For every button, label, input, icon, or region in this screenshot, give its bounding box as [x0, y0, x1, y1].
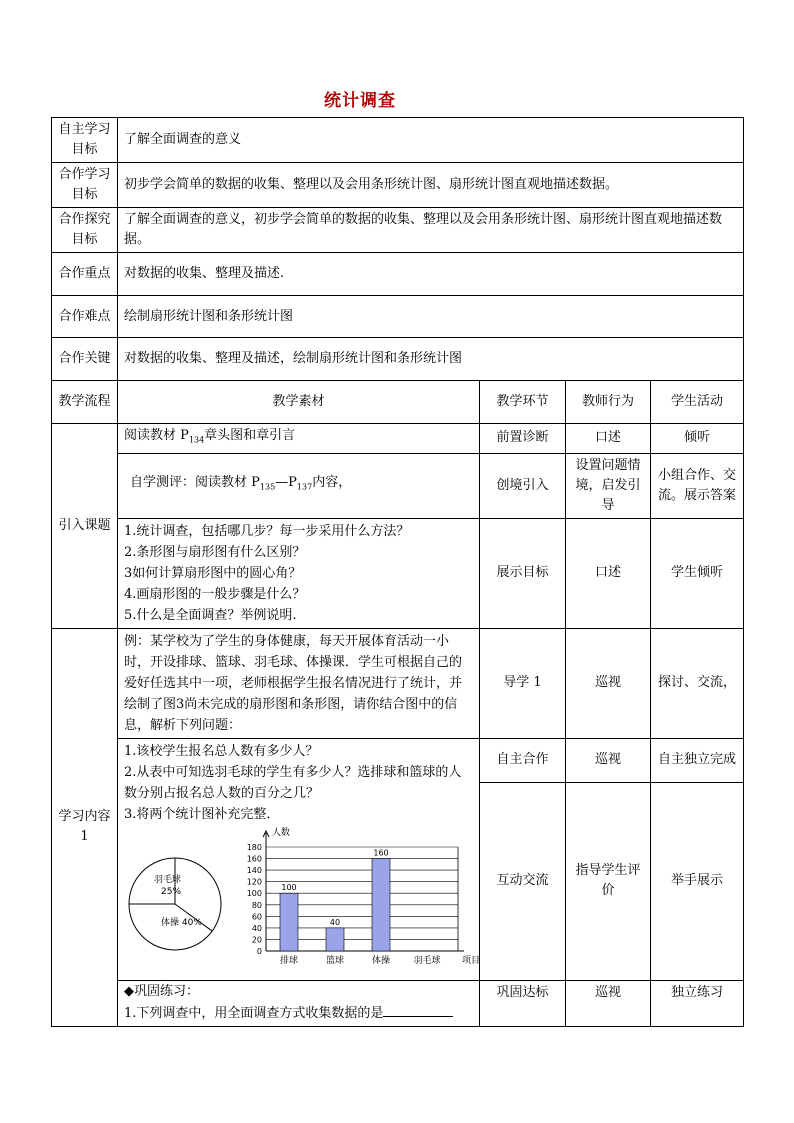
- intro-material-1: [118, 424, 480, 454]
- study-student-3: 举手展示: [651, 783, 744, 980]
- pie-value-badminton: 25%: [161, 886, 182, 897]
- x-axis-title: 项目: [462, 955, 480, 966]
- question-item: 4.画扇形图的一般步骤是什么？: [124, 586, 306, 602]
- intro-step-3: 展示目标: [480, 518, 566, 628]
- intro-material-2: [118, 453, 480, 518]
- question-item: 2.条形图与扇形图有什么区别？: [124, 544, 306, 560]
- question-item: 5.什么是全面调查？举例说明.: [124, 607, 297, 623]
- header-teacher: 教师行为: [566, 381, 651, 424]
- pie-label-gym: 体操 40%: [161, 917, 202, 928]
- study-student-2: 自主独立完成: [651, 738, 744, 783]
- row-difficulty: [52, 296, 744, 338]
- material-text: —P: [275, 475, 297, 491]
- y-tick-label: 40: [251, 923, 262, 933]
- bar-value-label: 100: [281, 882, 297, 892]
- y-tick-label: 180: [246, 842, 262, 852]
- intro-teacher-3: 口述: [566, 518, 651, 628]
- header-student: 学生活动: [651, 381, 744, 424]
- practice-question-text: 1.下列调查中，用全面调查方式收集数据的是: [124, 1005, 384, 1021]
- intro-step-1: 前置诊断: [480, 424, 566, 454]
- y-tick-label: 140: [246, 865, 262, 875]
- material-text: 内容，: [312, 475, 352, 491]
- row-content: 对数据的收集、整理及描述，绘制扇形统计图和条形统计图: [118, 338, 744, 381]
- header-material: 教学素材: [118, 381, 480, 424]
- study-row-4: [52, 980, 744, 1026]
- row-self-study-goal: [52, 118, 744, 163]
- y-tick-label: 60: [251, 911, 262, 921]
- intro-row-1: [52, 424, 744, 454]
- study-row-1: [52, 628, 744, 738]
- page-title: 统计调查: [324, 91, 396, 111]
- row-content: 对数据的收集、整理及描述.: [118, 253, 744, 296]
- header-row: [52, 381, 744, 424]
- row-key-link: [52, 338, 744, 381]
- intro-label: 引入课题: [52, 424, 118, 629]
- study-student-4: 独立练习: [651, 980, 744, 1026]
- intro-row-3: [52, 518, 744, 628]
- row-key-point: [52, 253, 744, 296]
- bar-篮球: [326, 927, 344, 950]
- row-content: 绘制扇形统计图和条形统计图: [118, 296, 744, 338]
- answer-blank[interactable]: [383, 1002, 453, 1017]
- row-content: 了解全面调查的意义: [118, 118, 744, 163]
- bar-排球: [280, 893, 298, 951]
- y-tick-label: 100: [246, 888, 262, 898]
- charts-figure: [118, 825, 480, 973]
- study-teacher-3: 指导学生评价: [566, 783, 651, 980]
- intro-student-2: 小组合作、交流。展示答案: [651, 453, 744, 518]
- study-step-4: 巩固达标: [480, 980, 566, 1026]
- y-tick-label: 160: [246, 854, 262, 864]
- study-label: 学习内容1: [52, 628, 118, 1026]
- row-label: 合作探究目标: [52, 208, 118, 253]
- page-number: 134: [188, 435, 205, 445]
- bar-value-label: 40: [329, 917, 341, 927]
- material-text: 章头图和章引言: [204, 428, 296, 443]
- material-text: 自学测评：阅读教材 P: [130, 475, 260, 491]
- row-label: 合作重点: [52, 253, 118, 296]
- page-number: 135: [259, 482, 276, 492]
- intro-student-3: 学生倾听: [651, 518, 744, 628]
- study-teacher-1: 巡视: [566, 628, 651, 738]
- study-questions: [118, 741, 479, 825]
- x-tick-label: 体操: [371, 955, 391, 966]
- row-label: 合作关键: [52, 338, 118, 381]
- question-item: 3如何计算扇形图中的圆心角？: [124, 565, 302, 581]
- study-step-2: 自主合作: [480, 738, 566, 783]
- practice-question: [124, 1002, 473, 1024]
- row-label: 合作学习目标: [52, 163, 118, 208]
- question-item: 1.统计调查，包括哪几步？每一步采用什么方法？: [124, 523, 410, 539]
- y-tick-label: 0: [256, 946, 262, 956]
- pie-label-badminton: 羽毛球: [154, 874, 182, 885]
- intro-step-2: 创境引入: [480, 453, 566, 518]
- intro-row-2: [52, 453, 744, 518]
- practice-cell: [118, 980, 480, 1026]
- row-cooperative-goal: [52, 163, 744, 208]
- study-example: 例：某学校为了学生的身体健康，每天开展体育活动一小时，开设排球、篮球、羽毛球、体操课．学生可根据自己的爱好任选其中一项，老师根据学生报名情况进行了统计，并绘制了图3尚未完成的扇形图和条形图，请你结合图中的信息，解析下列问题：: [118, 628, 480, 738]
- x-tick-label: 排球: [279, 955, 299, 966]
- x-tick-label: 篮球: [325, 955, 345, 966]
- row-label: 自主学习目标: [52, 118, 118, 163]
- study-step-3: 互动交流: [480, 783, 566, 980]
- study-teacher-2: 巡视: [566, 738, 651, 783]
- question-item: 2.从表中可知选羽毛球的学生有多少人？选排球和篮球的人数分别占报名总人数的百分之几？: [124, 764, 462, 801]
- y-axis-title: 人数: [272, 827, 291, 838]
- header-flow: 教学流程: [52, 381, 118, 424]
- study-questions-cell: [118, 738, 480, 980]
- page-number: 137: [296, 482, 313, 492]
- row-content: 了解全面调查的意义，初步学会简单的数据的收集、整理以及会用条形统计图、扇形统计图直观地描述数据。: [118, 208, 744, 253]
- y-tick-label: 80: [251, 900, 262, 910]
- intro-student-1: 倾听: [651, 424, 744, 454]
- question-item: 1.该校学生报名总人数有多少人？: [124, 743, 319, 759]
- header-step: 教学环节: [480, 381, 566, 424]
- lesson-plan-table: [51, 117, 744, 1027]
- row-label: 合作难点: [52, 296, 118, 338]
- row-content: 初步学会简单的数据的收集、整理以及会用条形统计图、扇形统计图直观地描述数据。: [118, 163, 744, 208]
- x-tick-label: 羽毛球: [413, 955, 441, 966]
- practice-title: ◆巩固练习：: [124, 983, 199, 999]
- study-student-1: 探讨、交流，: [651, 628, 744, 738]
- study-step-1: 导学 1: [480, 628, 566, 738]
- row-inquiry-goal: [52, 208, 744, 253]
- bar-体操: [372, 858, 390, 950]
- y-tick-label: 20: [251, 935, 262, 945]
- study-row-2: [52, 738, 744, 783]
- intro-teacher-2: 设置问题情境，启发引导: [566, 453, 651, 518]
- material-text: 阅读教材 P: [124, 428, 189, 443]
- study-teacher-4: 巡视: [566, 980, 651, 1026]
- y-tick-label: 120: [246, 877, 262, 887]
- intro-teacher-1: 口述: [566, 424, 651, 454]
- question-item: 3.将两个统计图补充完整．: [124, 806, 280, 822]
- bar-value-label: 160: [373, 848, 389, 858]
- intro-questions: [118, 518, 480, 628]
